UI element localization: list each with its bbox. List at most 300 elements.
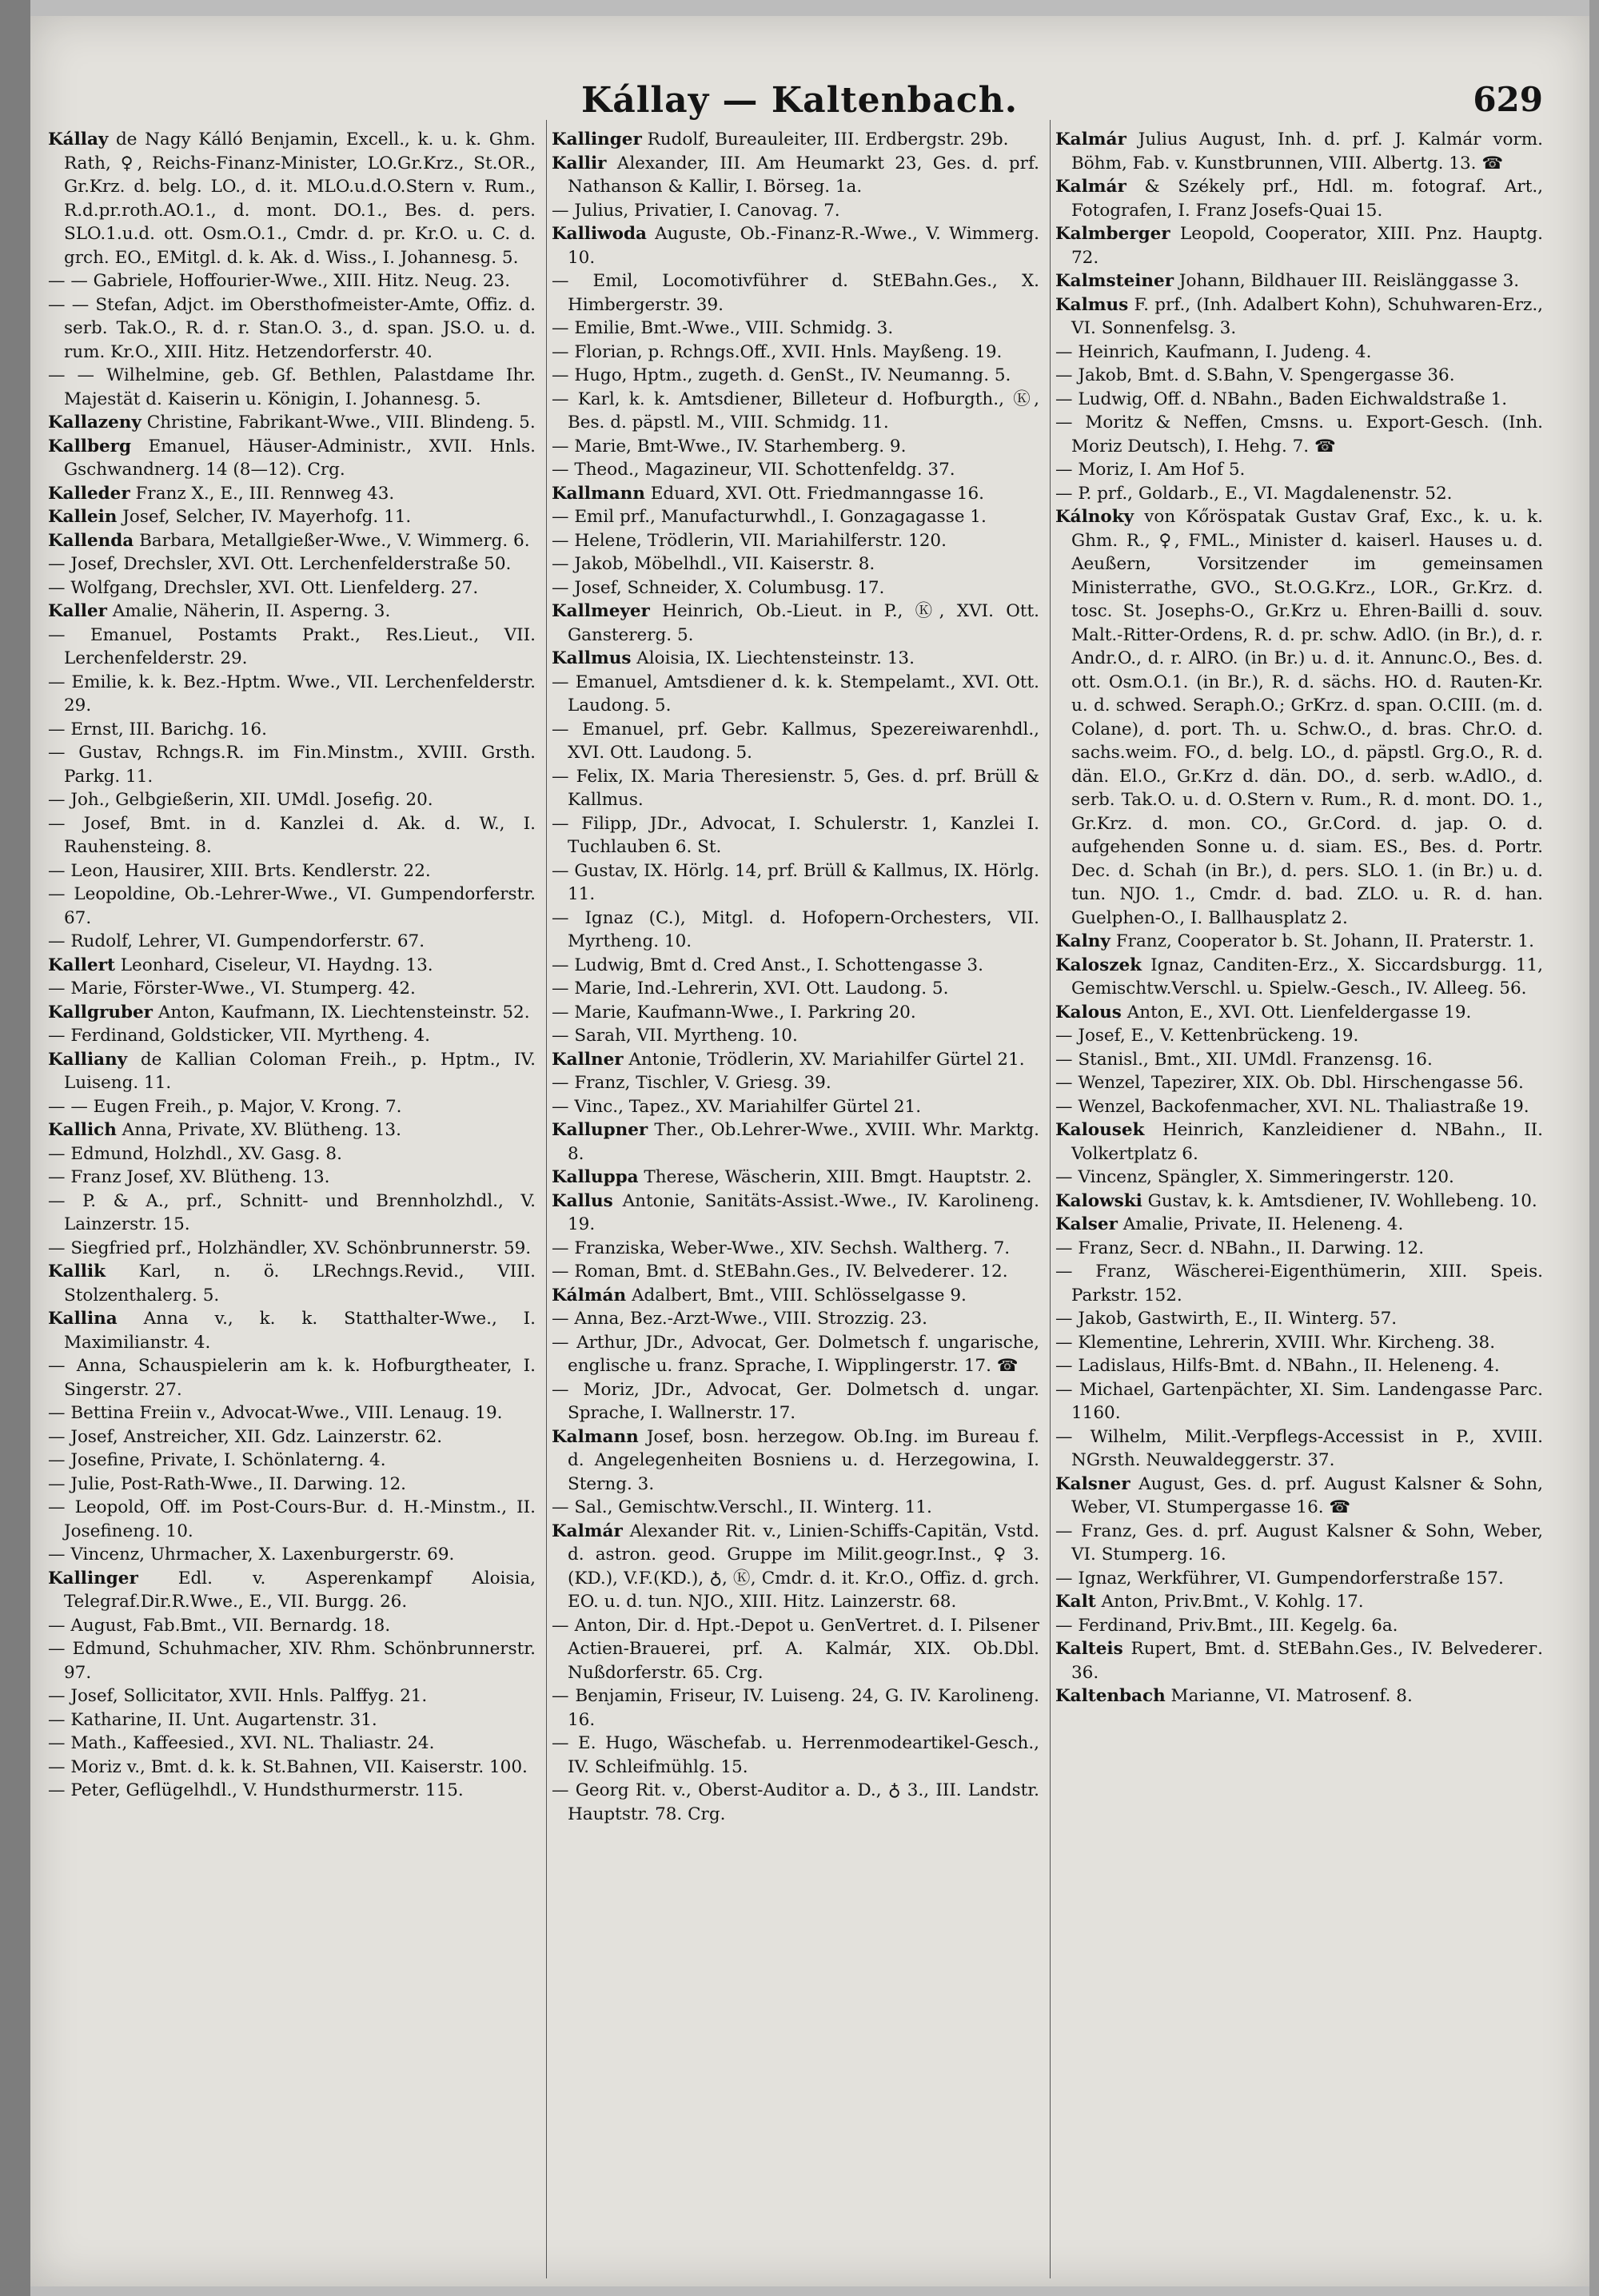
entry-text: Ignaz, Canditen-Erz., X. Siccardsburgg. 11, Gemischtw.Verschl. u. Spielw.-Gesch., IV. Alleeg. 56.: [1071, 955, 1543, 999]
entry-text: — Ernst, III. Barichg. 16.: [48, 719, 267, 739]
directory-entry: [48, 269, 536, 293]
entry-surname: Kallupner: [552, 1120, 648, 1140]
entry-text: — Heinrich, Kaufmann, I. Judeng. 4.: [1055, 341, 1372, 362]
entry-text: — Joh., Gelbgießerin, XII. UMdl. Josefig. 20.: [48, 790, 433, 810]
entry-text: — Wenzel, Tapezirer, XIX. Ob. Dbl. Hirschengasse 56.: [1055, 1073, 1524, 1093]
entry-text: Heinrich, Ob.-Lieut. in P., Ⓚ, XVI. Ott. Ganstererg. 5.: [568, 601, 1039, 645]
entry-surname: Kalmberger: [1055, 224, 1170, 244]
entry-text: — Filipp, JDr., Advocat, I. Schulerstr. 1, Kanzlei I. Tuchlauben 6. St.: [552, 813, 1039, 857]
directory-entry: [1055, 1024, 1543, 1048]
entry-surname: Kallus: [552, 1190, 613, 1211]
entry-text: — Marie, Förster-Wwe., VI. Stumperg. 42.: [48, 979, 416, 999]
entry-surname: Kallein: [48, 507, 118, 527]
entry-surname: Kalousek: [1055, 1120, 1145, 1140]
entry-text: — Leopold, Off. im Post-Cours-Bur. d. H.-Minstm., II. Josefineng. 10.: [48, 1497, 536, 1541]
entry-surname: Kalmár: [1055, 177, 1126, 197]
entry-surname: Kallgruber: [48, 1002, 153, 1022]
directory-entry: [48, 1095, 536, 1119]
entry-text: — Anna, Bez.-Arzt-Wwe., VIII. Strozzig. 23.: [552, 1309, 927, 1329]
page-number: 629: [1473, 80, 1543, 119]
directory-entry: [1055, 1331, 1543, 1355]
entry-text: — — Stefan, Adjct. im Obersthofmeister-Amte, Offiz. d. serb. Tak.O., R. d. r. Stan.O. 3., d. span. JS.O. u. d. rum. Kr.O., XIII. Hitz. Hetzendorferstr. 40.: [48, 294, 536, 362]
directory-entry: [48, 1708, 536, 1732]
directory-entry: [552, 152, 1039, 199]
entry-text: — Florian, p. Rchngs.Off., XVII. Hnls. Mayßeng. 19.: [552, 341, 1003, 362]
entry-text: — Ludwig, Off. d. NBahn., Baden Eichwaldstraße 1.: [1055, 389, 1508, 409]
directory-entry: [552, 576, 1039, 600]
entry-surname: Kallazeny: [48, 413, 142, 432]
entry-text: — Wilhelm, Milit.-Verpflegs-Accessist in P., XVIII. NGrsth. Neuwaldeggerstr. 37.: [1055, 1426, 1543, 1470]
directory-entry: [1055, 1260, 1543, 1307]
entry-text: — — Eugen Freih., p. Major, V. Krong. 7.: [48, 1096, 402, 1117]
directory-entry: [1055, 1213, 1543, 1237]
entry-surname: Kalliwoda: [552, 224, 647, 244]
directory-entry: [48, 576, 536, 600]
entry-text: — Helene, Trödlerin, VII. Mariahilferstr. 120.: [552, 530, 947, 551]
directory-entry: [48, 552, 536, 576]
directory-entry: [1055, 1307, 1543, 1331]
entry-text: & Székely prf., Hdl. m. fotograf. Art., Fotografen, I. Franz Josefs-Quai 15.: [1071, 177, 1543, 221]
directory-entry: [552, 1779, 1039, 1826]
directory-entry: [552, 1260, 1039, 1284]
directory-entry: [552, 812, 1039, 859]
directory-entry: [48, 1048, 536, 1095]
entry-text: — Moriz v., Bmt. d. k. k. St.Bahnen, VII. Kaiserstr. 100.: [48, 1756, 528, 1777]
entry-surname: Kalluppa: [552, 1167, 639, 1187]
entry-text: — Emanuel, prf. Gebr. Kallmus, Spezereiwarenhdl., XVI. Ott. Laudong. 5.: [552, 719, 1039, 763]
entry-text: — Emil, Locomotivführer d. StEBahn.Ges., X. Himbergerstr. 39.: [552, 271, 1039, 315]
directory-entry: [552, 388, 1039, 435]
entry-text: — Math., Kaffeesied., XVI. NL. Thaliastr. 24.: [48, 1733, 435, 1753]
directory-entry: [552, 647, 1039, 671]
directory-entry: [552, 1118, 1039, 1166]
directory-entry: [552, 269, 1039, 317]
entry-text: — P. prf., Goldarb., E., VI. Magdalenenstr. 52.: [1055, 483, 1453, 504]
entry-text: Antonie, Sanitäts-Assist.-Wwe., IV. Karolineng. 19.: [568, 1190, 1039, 1234]
entry-text: — Ignaz, Werkführer, VI. Gumpendorferstraße 157.: [1055, 1568, 1504, 1588]
entry-text: — Ignaz (C.), Mitgl. d. Hofopern-Orchesters, VII. Myrtheng. 10.: [552, 907, 1039, 951]
entry-text: Christine, Fabrikant-Wwe., VIII. Blindeng. 5.: [141, 413, 536, 432]
directory-entry: [1055, 1425, 1543, 1473]
directory-entry: [552, 364, 1039, 388]
entry-text: — Theod., Magazineur, VII. Schottenfeldg. 37.: [552, 460, 955, 480]
entry-surname: Kalt: [1055, 1592, 1096, 1612]
directory-entry: [48, 1449, 536, 1473]
entry-text: — Klementine, Lehrerin, XVIII. Whr. Kircheng. 38.: [1055, 1332, 1496, 1353]
entry-text: Anton, Kaufmann, IX. Liechtensteinstr. 52.: [152, 1002, 530, 1022]
entry-text: — Moriz, I. Am Hof 5.: [1055, 460, 1246, 480]
directory-entry: [1055, 1590, 1543, 1614]
entry-surname: Kaltenbach: [1055, 1686, 1166, 1706]
directory-entry: [552, 199, 1039, 223]
entry-surname: Kalmann: [552, 1426, 639, 1447]
entry-text: Anton, Priv.Bmt., V. Kohlg. 17.: [1095, 1592, 1364, 1612]
entry-text: — Marie, Bmt-Wwe., IV. Starhemberg. 9.: [552, 436, 907, 456]
entry-text: — Georg Rit. v., Oberst-Auditor a. D., ♁ 3., III. Landstr. Hauptstr. 78. Crg.: [552, 1780, 1039, 1824]
entry-surname: Kalleder: [48, 483, 130, 504]
directory-entry: [1055, 930, 1543, 954]
directory-entry: [552, 341, 1039, 365]
directory-entry: [1055, 128, 1543, 175]
directory-entry: [552, 907, 1039, 954]
entry-surname: Kallert: [48, 955, 115, 975]
directory-entry: [1055, 1118, 1543, 1166]
entry-text: — Anton, Dir. d. Hpt.-Depot u. GenVertret. d. I. Pilsener Actien-Brauerei, prf. A. Kalmár, XIX. Ob.Dbl. Nußdorferstr. 65. Crg.: [552, 1615, 1039, 1683]
entry-text: — Julius, Privatier, I. Canovag. 7.: [552, 200, 840, 221]
entry-text: — Wenzel, Backofenmacher, XVI. NL. Thaliastraße 19.: [1055, 1096, 1529, 1117]
directory-entry: [552, 222, 1039, 269]
entry-text: — Franz, Wäscherei-Eigenthümerin, XIII. Speis. Parkstr. 152.: [1055, 1262, 1543, 1305]
entry-text: — Franz, Secr. d. NBahn., II. Darwing. 12.: [1055, 1238, 1425, 1258]
directory-entry: [552, 1520, 1039, 1614]
directory-entry: [48, 1001, 536, 1025]
directory-entry: [48, 954, 536, 978]
entry-text: — Stanisl., Bmt., XII. UMdl. Franzensg. 16.: [1055, 1049, 1433, 1070]
directory-entry: [48, 1473, 536, 1497]
directory-entry: [48, 435, 536, 482]
entry-text: Edl. v. Asperenkampf Aloisia, Telegraf.Dir.R.Wwe., E., VII. Burgg. 26.: [64, 1568, 536, 1612]
entry-text: Gustav, k. k. Amtsdiener, IV. Wohllebeng. 10.: [1142, 1190, 1537, 1211]
entry-text: Anna, Private, XV. Blütheng. 13.: [116, 1120, 401, 1140]
directory-entry: [1055, 1614, 1543, 1638]
directory-entry: [552, 1071, 1039, 1095]
entry-text: — Wolfgang, Drechsler, XVI. Ott. Lienfelderg. 27.: [48, 577, 479, 598]
entry-text: de Nagy Kálló Benjamin, Excell., k. u. k. Ghm. Rath, ♀, Reichs-Finanz-Minister, LO.Gr.Krz., St.OR., Gr.Krz. d. belg. LO., d. it. MLO.u.d.O.Stern v. Rum., R.d.pr.roth.AO.1., d. mont. DO.1., Bes. d. pers. SLO.1.u.d. ott. Osm.O.1., Cmdr. d. pr. Kr.O. u. C. d. grch. EO., EMitgl. d. k. Ak. d. Wiss., I. Johannesg. 5.: [64, 130, 536, 268]
entry-text: Josef, bosn. herzegow. Ob.Ing. im Bureau f. d. Angelegenheiten Bosniens u. d. Herzegowina, I. Sterng. 3.: [568, 1426, 1039, 1494]
entry-text: F. prf., (Inh. Adalbert Kohn), Schuhwaren-Erz., VI. Sonnenfelsg. 3.: [1071, 294, 1543, 338]
directory-entry: [552, 505, 1039, 529]
entry-text: — — Gabriele, Hoffourier-Wwe., XIII. Hitz. Neug. 23.: [48, 271, 511, 291]
directory-entry: [48, 293, 536, 365]
directory-entry: [48, 1425, 536, 1449]
directory-entry: [48, 1684, 536, 1708]
column-2: [552, 128, 1039, 2286]
entry-text: — Leopoldine, Ob.-Lehrer-Wwe., VI. Gumpendorferstr. 67.: [48, 884, 536, 928]
entry-surname: Kalmár: [1055, 130, 1126, 149]
directory-entry: [48, 1637, 536, 1684]
directory-entry: [1055, 388, 1543, 412]
directory-entry: [1055, 1095, 1543, 1119]
entry-surname: Kalowski: [1055, 1190, 1142, 1211]
entry-text: — Ludwig, Bmt d. Cred Anst., I. Schottengasse 3.: [552, 955, 983, 975]
directory-entry: [48, 1237, 536, 1261]
directory-entry: [552, 977, 1039, 1001]
entry-text: — Moriz, JDr., Advocat, Ger. Dolmetsch d. ungar. Sprache, I. Wallnerstr. 17.: [552, 1379, 1039, 1423]
entry-text: — Vincenz, Spängler, X. Simmeringerstr. 120.: [1055, 1167, 1454, 1187]
directory-entry: [48, 1354, 536, 1401]
directory-entry: [552, 765, 1039, 812]
directory-entry: [1055, 1637, 1543, 1684]
directory-entry: [1055, 175, 1543, 222]
entry-surname: Kalmsteiner: [1055, 271, 1174, 291]
entry-text: — E. Hugo, Wäschefab. u. Herrenmodeartikel-Gesch., IV. Schleifmühlg. 15.: [552, 1733, 1039, 1777]
entry-text: Franz, Cooperator b. St. Johann, II. Praterstr. 1.: [1110, 931, 1534, 951]
entry-text: — Siegfried prf., Holzhändler, XV. Schönbrunnerstr. 59.: [48, 1238, 532, 1258]
entry-surname: Kalmár: [552, 1521, 623, 1541]
entry-text: August, Ges. d. prf. August Kalsner & Sohn, Weber, VI. Stumpergasse 16. ☎: [1071, 1473, 1543, 1517]
directory-entry: [552, 1331, 1039, 1378]
directory-entry: [1055, 341, 1543, 365]
directory-entry: [48, 930, 536, 954]
entry-text: — Gustav, Rchngs.R. im Fin.Minstm., XVIII. Grsth. Parkg. 11.: [48, 743, 536, 787]
directory-entry: [1055, 293, 1543, 341]
directory-entry: [552, 1732, 1039, 1779]
entry-text: Alexander Rit. v., Linien-Schiffs-Capitän, Vstd. d. astron. geod. Gruppe im Milit.geogr.Inst., ♀ 3. (KD.), V.F.(KD.), ♁, Ⓚ, Cmdr. d. it. Kr.O., Offiz. d. grch. EO. u. d. tun. NJO., XIII. Hitz. Lainzerstr. 68.: [568, 1521, 1039, 1612]
column-3: [1055, 128, 1543, 2286]
scan-left-edge: [0, 0, 30, 2296]
entry-text: — Josef, Schneider, X. Columbusg. 17.: [552, 577, 885, 598]
directory-entry: [48, 1614, 536, 1638]
directory-entry: [1055, 482, 1543, 506]
directory-entry: [1055, 1567, 1543, 1591]
entry-text: — Peter, Geflügelhdl., V. Hundsthurmerstr. 115.: [48, 1780, 464, 1800]
entry-surname: Kalous: [1055, 1002, 1122, 1022]
entry-text: — Emilie, Bmt.-Wwe., VIII. Schmidg. 3.: [552, 318, 894, 338]
directory-entry: [552, 1378, 1039, 1425]
entry-text: — Moritz & Neffen, Cmsns. u. Export-Gesch. (Inh. Moriz Deutsch), I. Hehg. 7. ☎: [1055, 413, 1543, 456]
directory-entry: [1055, 222, 1543, 269]
entry-text: — Karl, k. k. Amtsdiener, Billeteur d. Hofburgth., Ⓚ, Bes. d. päpstl. M., VIII. Schmidg. 11.: [552, 389, 1039, 432]
entry-text: Rudolf, Bureauleiter, III. Erdbergstr. 29b.: [641, 130, 1009, 149]
directory-entry: [1055, 1048, 1543, 1072]
directory-entry: [48, 1024, 536, 1048]
directory-entry: [552, 671, 1039, 718]
entry-text: — P. & A., prf., Schnitt- und Brennholzhdl., V. Lainzerstr. 15.: [48, 1190, 536, 1234]
directory-entry: [1055, 364, 1543, 388]
column-1: [48, 128, 536, 2286]
entry-surname: Kaller: [48, 601, 107, 621]
directory-entry: [48, 1307, 536, 1354]
directory-entry: [552, 1048, 1039, 1072]
entry-text: — Emanuel, Postamts Prakt., Res.Lieut., VII. Lerchenfelderstr. 29.: [48, 624, 536, 668]
entry-text: Johann, Bildhauer III. Reislänggasse 3.: [1174, 271, 1520, 291]
entry-text: Leopold, Cooperator, XIII. Pnz. Hauptg. 72.: [1071, 224, 1543, 268]
directory-entry: [552, 435, 1039, 459]
entry-text: — Franz, Ges. d. prf. August Kalsner & Sohn, Weber, VI. Stumperg. 16.: [1055, 1521, 1543, 1565]
entry-text: — — Wilhelmine, geb. Gf. Bethlen, Palastdame Ihr. Majestät d. Kaiserin u. Königin, I. Johannesg. 5.: [48, 365, 536, 409]
entry-text: — Jakob, Gastwirth, E., II. Winterg. 57.: [1055, 1309, 1398, 1329]
directory-entry: [552, 482, 1039, 506]
entry-surname: Kallinger: [552, 130, 642, 149]
entry-text: Karl, n. ö. LRechngs.Revid., VIII. Stolzenthalerg. 5.: [64, 1262, 536, 1305]
directory-entry: [48, 529, 536, 553]
directory-entry: [1055, 1378, 1543, 1425]
entry-text: — Franziska, Weber-Wwe., XIV. Sechsh. Waltherg. 7.: [552, 1238, 1011, 1258]
directory-entry: [552, 1496, 1039, 1520]
directory-entry: [552, 552, 1039, 576]
entry-text: — Josef, Anstreicher, XII. Gdz. Lainzerstr. 62.: [48, 1426, 443, 1447]
directory-entry: [552, 1684, 1039, 1732]
entry-text: — Sal., Gemischtw.Verschl., II. Winterg. 11.: [552, 1497, 932, 1517]
directory-entry: [1055, 1684, 1543, 1708]
entry-text: Heinrich, Kanzleidiener d. NBahn., II. Volkertplatz 6.: [1071, 1120, 1543, 1164]
entry-text: Eduard, XVI. Ott. Friedmanngasse 16.: [644, 483, 984, 504]
entry-text: Barbara, Metallgießer-Wwe., V. Wimmerg. 6.: [134, 530, 530, 551]
directory-entry: [48, 1401, 536, 1425]
directory-entry: [552, 1190, 1039, 1237]
entry-text: — Anna, Schauspielerin am k. k. Hofburgtheater, I. Singerstr. 27.: [48, 1356, 536, 1400]
directory-entry: [1055, 1237, 1543, 1261]
directory-entry: [552, 458, 1039, 482]
entry-text: — Hugo, Hptm., zugeth. d. GenSt., IV. Neumanng. 5.: [552, 365, 1011, 385]
directory-entry: [48, 671, 536, 718]
directory-entry: [552, 1001, 1039, 1025]
entry-text: de Kallian Coloman Freih., p. Hptm., IV. Luiseng. 11.: [64, 1049, 536, 1093]
entry-text: — Julie, Post-Rath-Wwe., II. Darwing. 12.: [48, 1473, 406, 1494]
entry-text: Antonie, Trödlerin, XV. Mariahilfer Gürtel 21.: [623, 1049, 1025, 1070]
directory-entry: [48, 482, 536, 506]
entry-text: Therese, Wäscherin, XIII. Bmgt. Hauptstr. 2.: [638, 1167, 1032, 1187]
entry-text: — Jakob, Bmt. d. S.Bahn, V. Spengergasse 36.: [1055, 365, 1455, 385]
entry-text: — Josef, Bmt. in d. Kanzlei d. Ak. d. W., I. Rauhensteing. 8.: [48, 813, 536, 857]
entry-surname: Kalny: [1055, 931, 1111, 951]
entry-text: — Sarah, VII. Myrtheng. 10.: [552, 1026, 798, 1046]
directory-entry: [1055, 1166, 1543, 1190]
entry-text: Franz X., E., III. Rennweg 43.: [130, 483, 395, 504]
entry-surname: Kalser: [1055, 1214, 1118, 1234]
entry-text: Anton, E., XVI. Ott. Lienfeldergasse 19.: [1121, 1002, 1472, 1022]
directory-entry: [48, 883, 536, 930]
entry-text: — Ferdinand, Priv.Bmt., III. Kegelg. 6a.: [1055, 1615, 1398, 1636]
directory-entry: [552, 1024, 1039, 1048]
directory-entry: [48, 1118, 536, 1142]
entry-text: — Leon, Hausirer, XIII. Brts. Kendlerstr. 22.: [48, 860, 431, 881]
directory-columns: [48, 128, 1563, 2286]
directory-entry: [1055, 411, 1543, 458]
directory-entry: [1055, 269, 1543, 293]
directory-entry: [48, 1756, 536, 1780]
entry-text: von Kőröspatak Gustav Graf, Exc., k. u. k. Ghm. R., ♀, FML., Minister d. kaiserl. Hauses u. d. Aeußern, Vorsitzender im gemeinsamen Ministerrathe, GVO., St.O.G.Krz., LOR., Gr.Krz. d. tosc. St. Josephs-O., Gr.Krz u. Ehren-Bailli d. souv. Malt.-Ritter-Ordens, R. d. pr. schw. AdlO. (in Br.), d. r. Andr.O., d. r. AlRO. (in Br.) u. d. it. Annunc.O., Bes. d. ott. Osm.O.1. (in Br.), R. d. sächs. HO. d. Rauten-Kr. u. d. schwed. Seraph.O.; GrKrz. d. span. O.CIII. (m. d. Colane), d. port. Th. u. Schw.O., d. bras. Chr.O. d. sachs.weim. FO., d. belg. LO., d. päpstl. Grg.O., R. d. dän. El.O., Gr.Krz d. dän. DO., d. serb. w.AdlO., d. serb. Tak.O. u. d. O.Stern v. Rum., R. d. mont. DO. 1., Gr.Krz. d. mon. CO., Gr.Cord. d. jap. O. d. aufgehenden Sonne u. d. siam. ES., Bes. d. Portr. Dec. d. Schah (in Br.), d. pers. SLO. 1. (in Br.) u. d. tun. NJO. 1., Cmdr. d. bad. ZLO. u. R. d. han. Guelphen-O., I. Ballhausplatz 2.: [1071, 507, 1543, 928]
entry-text: — Ferdinand, Goldsticker, VII. Myrtheng. 4.: [48, 1026, 430, 1046]
directory-entry: [48, 600, 536, 624]
directory-entry: [48, 1166, 536, 1190]
directory-entry: [1055, 505, 1543, 930]
entry-text: Aloisia, IX. Liechtensteinstr. 13.: [631, 648, 915, 668]
entry-text: — Michael, Gartenpächter, XI. Sim. Landengasse Parc. 1160.: [1055, 1379, 1543, 1423]
directory-entry: [48, 718, 536, 742]
running-title: Kállay — Kaltenbach.: [580, 80, 1019, 121]
entry-text: — Edmund, Holzhdl., XV. Gasg. 8.: [48, 1143, 342, 1164]
entry-surname: Kallina: [48, 1309, 118, 1329]
entry-text: — Benjamin, Friseur, IV. Luiseng. 24, G. IV. Karolineng. 16.: [552, 1686, 1039, 1730]
entry-surname: Kallberg: [48, 436, 132, 456]
entry-text: — Vincenz, Uhrmacher, X. Laxenburgerstr. 69.: [48, 1545, 455, 1565]
entry-text: — Emilie, k. k. Bez.-Hptm. Wwe., VII. Lerchenfelderstr. 29.: [48, 672, 536, 716]
directory-entry: [1055, 1071, 1543, 1095]
entry-text: Rupert, Bmt. d. StEBahn.Ges., IV. Belvederег. 36.: [1071, 1639, 1543, 1683]
entry-text: Ther., Ob.Lehrer-Wwe., XVIII. Whr. Marktg. 8.: [568, 1120, 1039, 1164]
directory-entry: [48, 1190, 536, 1237]
directory-entry: [48, 1496, 536, 1543]
directory-entry: [552, 1614, 1039, 1685]
entry-surname: Kallik: [48, 1262, 106, 1282]
scan-right-edge: [1589, 0, 1599, 2296]
directory-entry: [1055, 458, 1543, 482]
entry-text: — Franz Josef, XV. Blütheng. 13.: [48, 1167, 330, 1187]
entry-text: — Gustav, IX. Hörlg. 14, prf. Brüll & Kallmus, IX. Hörlg. 11.: [552, 860, 1039, 904]
entry-text: — Josef, E., V. Kettenbrückeng. 19.: [1055, 1026, 1359, 1046]
directory-entry: [48, 505, 536, 529]
entry-surname: Kalsner: [1055, 1473, 1130, 1494]
entry-text: Adalbert, Bmt., VIII. Schlösselgasse 9.: [626, 1285, 967, 1305]
entry-text: Alexander, III. Am Heumarkt 23, Ges. d. prf. Nathanson & Kallir, I. Börseg. 1a.: [568, 153, 1039, 197]
entry-text: — Vinc., Tapez., XV. Mariahilfer Gürtel 21.: [552, 1096, 922, 1117]
entry-text: Josef, Selcher, IV. Mayerhofg. 11.: [117, 507, 412, 527]
entry-text: Auguste, Ob.-Finanz-R.-Wwe., V. Wimmerg. 10.: [568, 224, 1039, 268]
directory-entry: [48, 364, 536, 411]
entry-text: — Arthur, JDr., Advocat, Ger. Dolmetsch f. ungarische, englische u. franz. Sprache, I. Wipplingerstr. 17. ☎: [552, 1332, 1039, 1376]
entry-text: — Marie, Kaufmann-Wwe., I. Parkring 20.: [552, 1002, 916, 1022]
entry-surname: Kállay: [48, 130, 109, 149]
directory-entry: [552, 718, 1039, 765]
directory-entry: [552, 600, 1039, 647]
entry-text: — August, Fab.Bmt., VII. Bernardg. 18.: [48, 1615, 391, 1636]
entry-text: Julius August, Inh. d. prf. J. Kalmár vorm. Böhm, Fab. v. Kunstbrunnen, VIII. Albertg. 13. ☎: [1071, 130, 1543, 173]
entry-text: — Emanuel, Amtsdiener d. k. k. Stempelamt., XVI. Ott. Laudong. 5.: [552, 672, 1039, 716]
directory-entry: [48, 1260, 536, 1307]
directory-entry: [1055, 1520, 1543, 1567]
entry-surname: Kalmus: [1055, 294, 1129, 315]
entry-surname: Kálnoky: [1055, 507, 1134, 527]
entry-text: Marianne, VI. Matrosenf. 8.: [1165, 1686, 1413, 1706]
entry-text: — Josef, Drechsler, XVI. Ott. Lerchenfelderstraße 50.: [48, 554, 512, 574]
directory-entry: [48, 812, 536, 859]
entry-text: — Edmund, Schuhmacher, XIV. Rhm. Schönbrunnerstr. 97.: [48, 1639, 536, 1683]
entry-text: Anna v., k. k. Statthalter-Wwe., I. Maximilianstr. 4.: [64, 1309, 536, 1353]
directory-entry: [48, 1142, 536, 1166]
directory-entry: [48, 1732, 536, 1756]
entry-text: — Jakob, Möbelhdl., VII. Kaiserstr. 8.: [552, 554, 875, 574]
directory-entry: [48, 1779, 536, 1803]
directory-entry: [552, 1166, 1039, 1190]
directory-entry: [552, 529, 1039, 553]
directory-entry: [552, 1237, 1039, 1261]
entry-surname: Kallner: [552, 1049, 624, 1070]
entry-surname: Kallir: [552, 153, 607, 173]
directory-entry: [552, 317, 1039, 341]
directory-entry: [48, 1543, 536, 1567]
directory-entry: [48, 128, 536, 269]
entry-text: Amalie, Private, II. Heleneng. 4.: [1117, 1214, 1404, 1234]
entry-text: Emanuel, Häuser-Administr., XVII. Hnls. Gschwandnerg. 14 (8—12). Crg.: [64, 436, 536, 480]
entry-surname: Kallmann: [552, 483, 645, 504]
entry-text: — Felix, IX. Maria Theresienstr. 5, Ges. d. prf. Brüll & Kallmus.: [552, 766, 1039, 810]
directory-entry: [48, 411, 536, 435]
directory-entry: [48, 859, 536, 883]
directory-entry: [1055, 1001, 1543, 1025]
entry-text: — Bettina Freiin v., Advocat-Wwe., VIII. Lenaug. 19.: [48, 1403, 503, 1423]
directory-entry: [552, 954, 1039, 978]
directory-entry: [48, 977, 536, 1001]
directory-entry: [552, 1307, 1039, 1331]
entry-surname: Kallinger: [48, 1568, 138, 1588]
directory-entry: [552, 1425, 1039, 1497]
directory-entry: [552, 859, 1039, 907]
directory-entry: [48, 741, 536, 788]
directory-entry: [552, 1095, 1039, 1119]
entry-surname: Kallmus: [552, 648, 632, 668]
entry-surname: Kallenda: [48, 530, 134, 551]
entry-text: — Roman, Bmt. d. StEBahn.Ges., IV. Belvederег. 12.: [552, 1262, 1008, 1282]
entry-text: — Josef, Sollicitator, XVII. Hnls. Palffyg. 21.: [48, 1686, 428, 1706]
entry-text: — Katharine, II. Unt. Augartenstr. 31.: [48, 1709, 377, 1730]
directory-entry: [48, 788, 536, 812]
entry-text: Leonhard, Ciseleur, VI. Haydng. 13.: [114, 955, 433, 975]
entry-text: — Franz, Tischler, V. Griesg. 39.: [552, 1073, 831, 1093]
directory-entry: [1055, 1354, 1543, 1378]
entry-text: — Rudolf, Lehrer, VI. Gumpendorferstr. 67.: [48, 931, 425, 951]
directory-entry: [1055, 954, 1543, 1001]
